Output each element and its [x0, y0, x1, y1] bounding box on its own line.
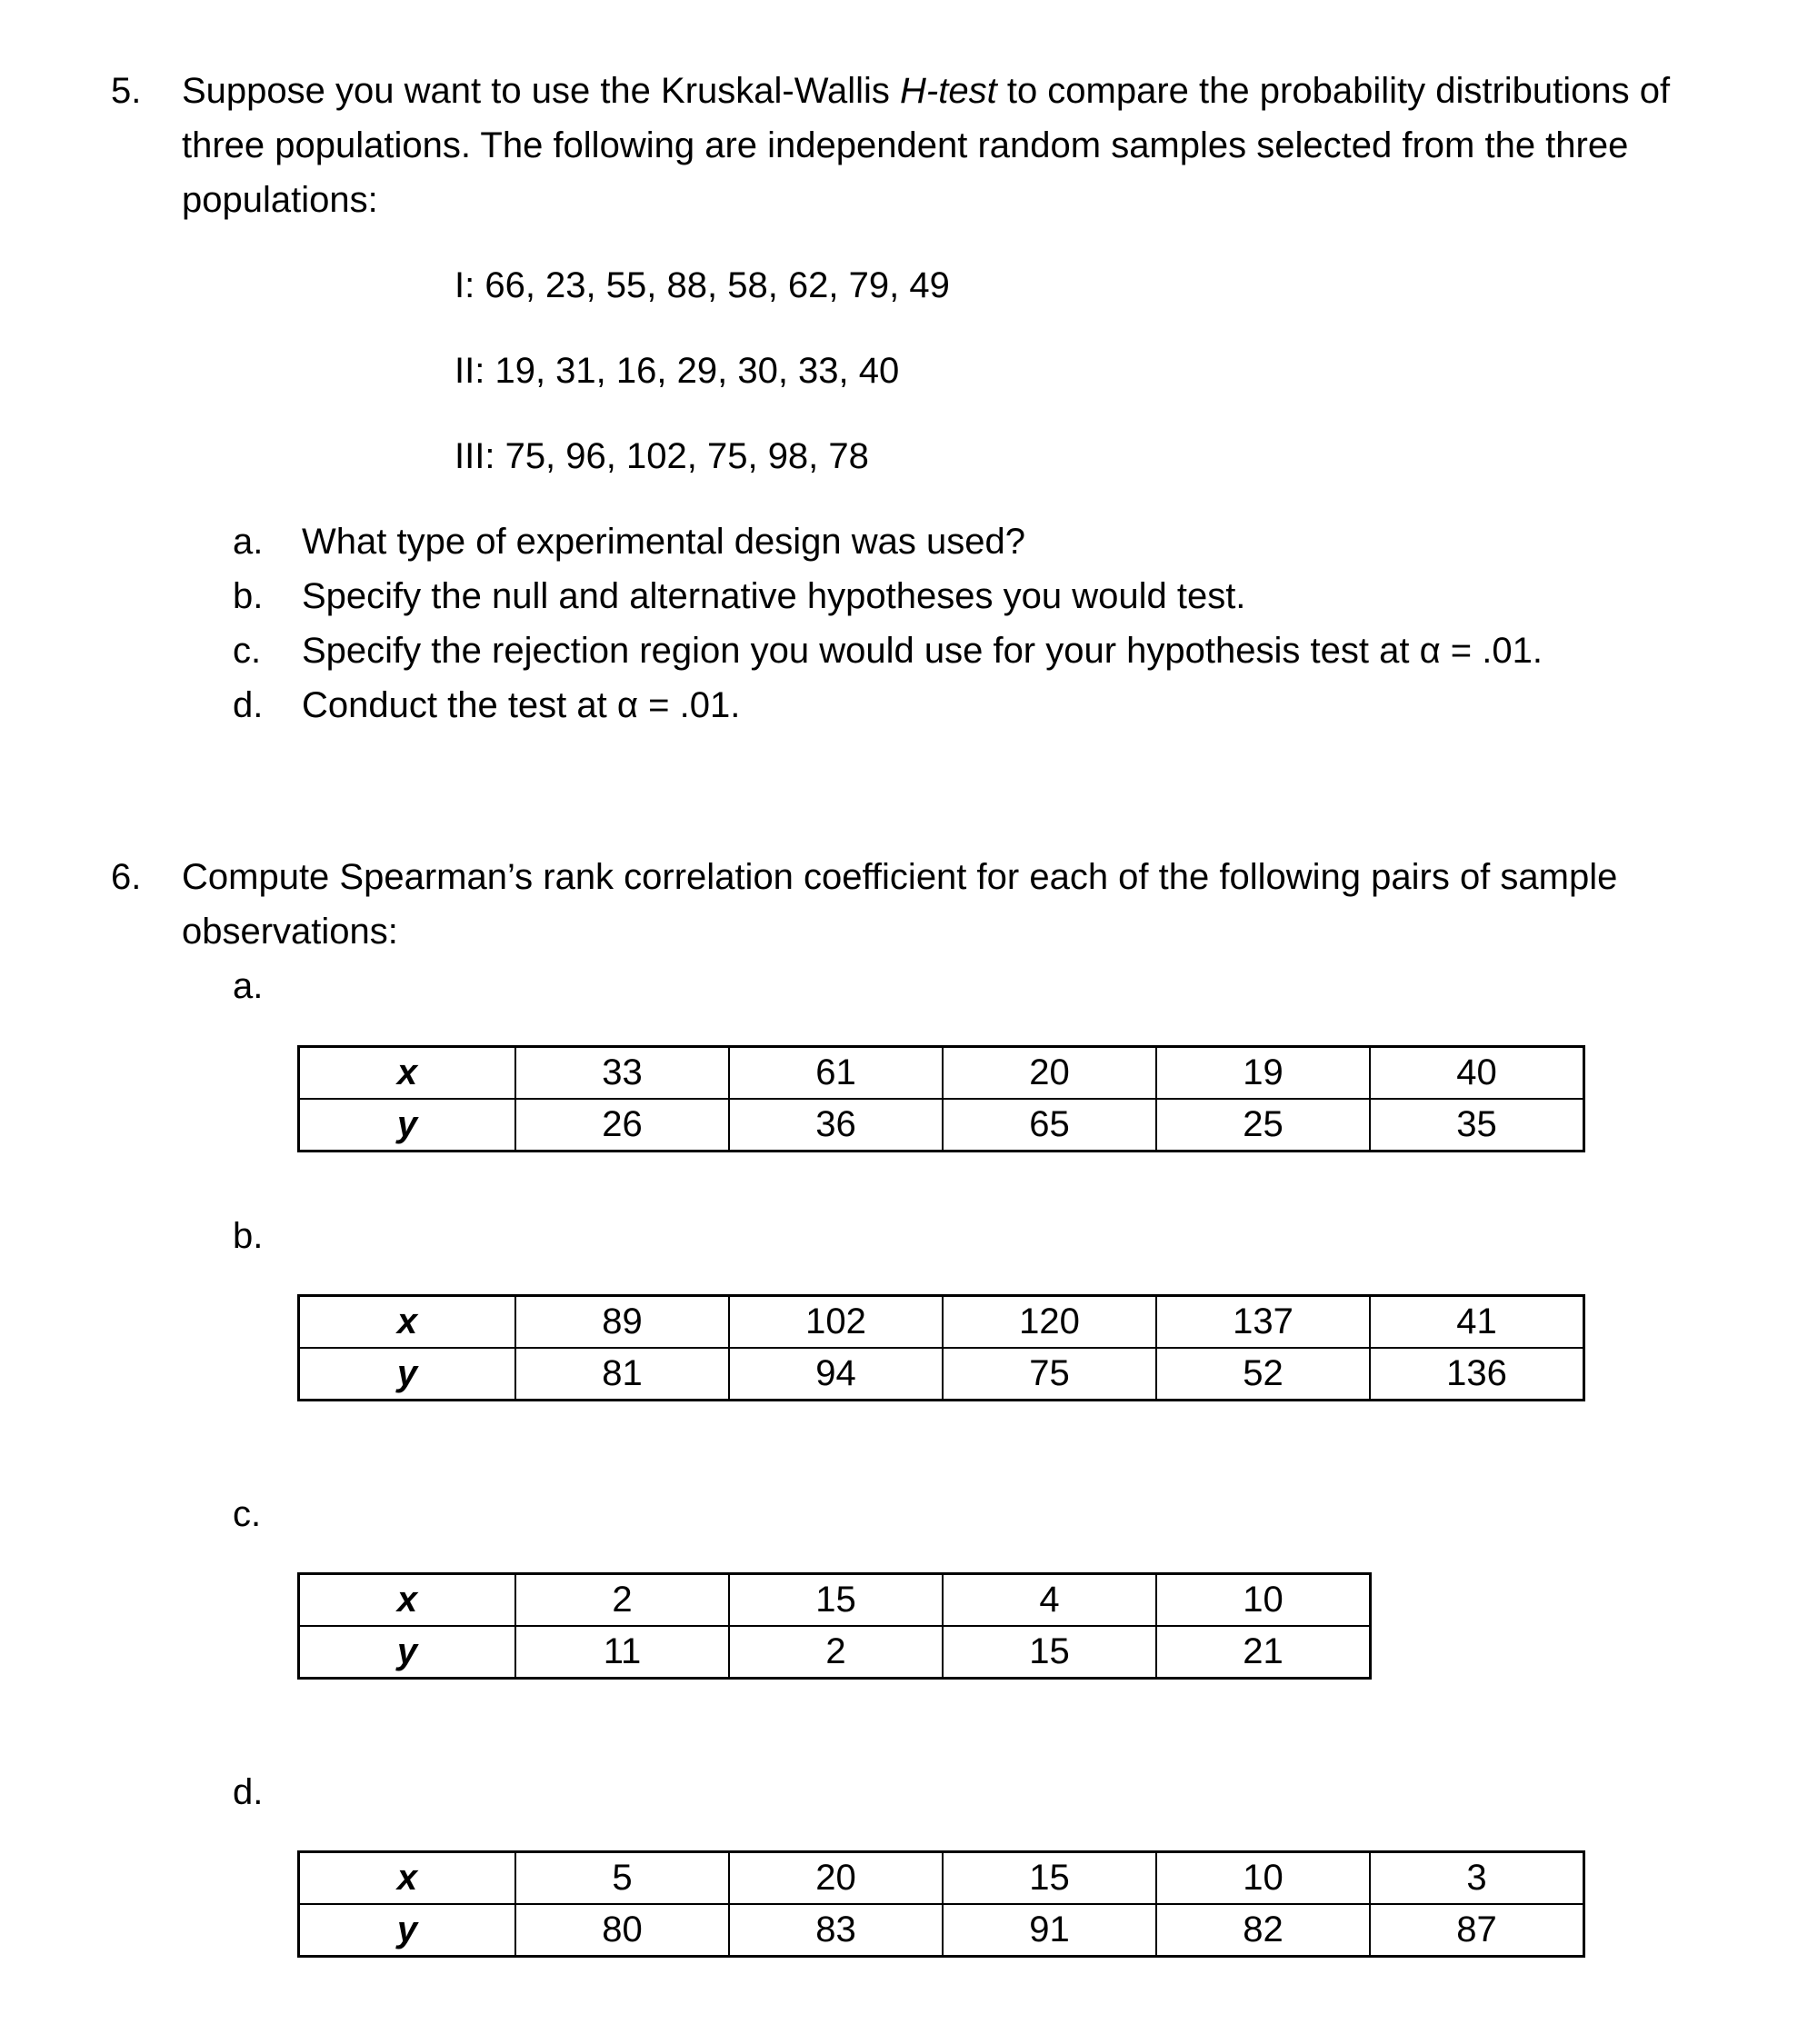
sample-population-1: I: 66, 23, 55, 88, 58, 62, 79, 49 [454, 265, 950, 305]
table-cell: 20 [729, 1852, 943, 1905]
question-6-number: 6. [111, 857, 142, 897]
table-cell: 75 [943, 1348, 1156, 1401]
table-cell: 11 [515, 1626, 729, 1679]
table-cell: 82 [1156, 1904, 1370, 1957]
part-b-text: Specify the null and alternative hypotheses you would test. [302, 576, 1246, 616]
question-5-line-3: populations: [182, 180, 378, 220]
table-row-x [299, 1047, 1584, 1100]
part-d-letter: d. [233, 685, 264, 725]
observation-table-b [297, 1294, 1585, 1401]
y-label: y [299, 1348, 516, 1401]
observation-table-c [297, 1572, 1372, 1680]
table-row-x [299, 1574, 1371, 1627]
question-6-line-2: observations: [182, 912, 398, 952]
table-d-letter: d. [233, 1772, 264, 1812]
part-c-letter: c. [233, 631, 262, 671]
h-test-term: H-test [900, 71, 997, 111]
observation-table-a [297, 1045, 1585, 1152]
table-row-x [299, 1296, 1584, 1349]
table-cell: 87 [1370, 1904, 1584, 1957]
question-5-line-1: Suppose you want to use the Kruskal-Wallis H-test to compare the probability distributions of [182, 71, 1671, 111]
table-cell: 35 [1370, 1099, 1584, 1152]
table-cell: 19 [1156, 1047, 1370, 1100]
table-row-y [299, 1626, 1371, 1679]
table-cell: 36 [729, 1099, 943, 1152]
question-5-number: 5. [111, 71, 142, 111]
table-cell: 65 [943, 1099, 1156, 1152]
table-row-x [299, 1852, 1584, 1905]
table-cell: 61 [729, 1047, 943, 1100]
table-cell: 89 [515, 1296, 729, 1349]
part-d-text: Conduct the test at α = .01. [302, 685, 741, 725]
table-cell: 4 [943, 1574, 1156, 1627]
table-cell: 80 [515, 1904, 729, 1957]
table-cell: 81 [515, 1348, 729, 1401]
table-cell: 40 [1370, 1047, 1584, 1100]
table-cell: 2 [515, 1574, 729, 1627]
table-row-y [299, 1099, 1584, 1152]
x-label: x [299, 1296, 516, 1349]
table-cell: 102 [729, 1296, 943, 1349]
table-cell: 83 [729, 1904, 943, 1957]
table-cell: 52 [1156, 1348, 1370, 1401]
table-cell: 10 [1156, 1852, 1370, 1905]
y-label: y [299, 1904, 516, 1957]
table-cell: 20 [943, 1047, 1156, 1100]
table-cell: 41 [1370, 1296, 1584, 1349]
table-cell: 2 [729, 1626, 943, 1679]
part-c-text: Specify the rejection region you would use for your hypothesis test at α = .01. [302, 631, 1543, 671]
x-label: x [299, 1852, 516, 1905]
table-cell: 94 [729, 1348, 943, 1401]
y-label: y [299, 1099, 516, 1152]
part-a-text: What type of experimental design was used? [302, 522, 1025, 562]
table-cell: 137 [1156, 1296, 1370, 1349]
table-cell: 5 [515, 1852, 729, 1905]
table-row-y [299, 1904, 1584, 1957]
table-c-letter: c. [233, 1494, 262, 1534]
table-cell: 33 [515, 1047, 729, 1100]
table-row-y [299, 1348, 1584, 1401]
x-label: x [299, 1047, 516, 1100]
table-a-letter: a. [233, 966, 264, 1006]
table-cell: 136 [1370, 1348, 1584, 1401]
question-5-line-2: three populations. The following are independent random samples selected from the three [182, 125, 1629, 165]
observation-table-d [297, 1850, 1585, 1958]
question-6-line-1: Compute Spearman’s rank correlation coefficient for each of the following pairs of sample [182, 857, 1618, 897]
table-cell: 15 [729, 1574, 943, 1627]
table-cell: 15 [943, 1626, 1156, 1679]
x-label: x [299, 1574, 516, 1627]
table-cell: 91 [943, 1904, 1156, 1957]
y-label: y [299, 1626, 516, 1679]
table-b-letter: b. [233, 1216, 264, 1256]
sample-population-3: III: 75, 96, 102, 75, 98, 78 [454, 436, 869, 476]
table-cell: 26 [515, 1099, 729, 1152]
part-a-letter: a. [233, 522, 264, 562]
sample-population-2: II: 19, 31, 16, 29, 30, 33, 40 [454, 351, 900, 391]
table-cell: 10 [1156, 1574, 1371, 1627]
part-b-letter: b. [233, 576, 264, 616]
table-cell: 15 [943, 1852, 1156, 1905]
table-cell: 21 [1156, 1626, 1371, 1679]
table-cell: 25 [1156, 1099, 1370, 1152]
table-cell: 120 [943, 1296, 1156, 1349]
table-cell: 3 [1370, 1852, 1584, 1905]
